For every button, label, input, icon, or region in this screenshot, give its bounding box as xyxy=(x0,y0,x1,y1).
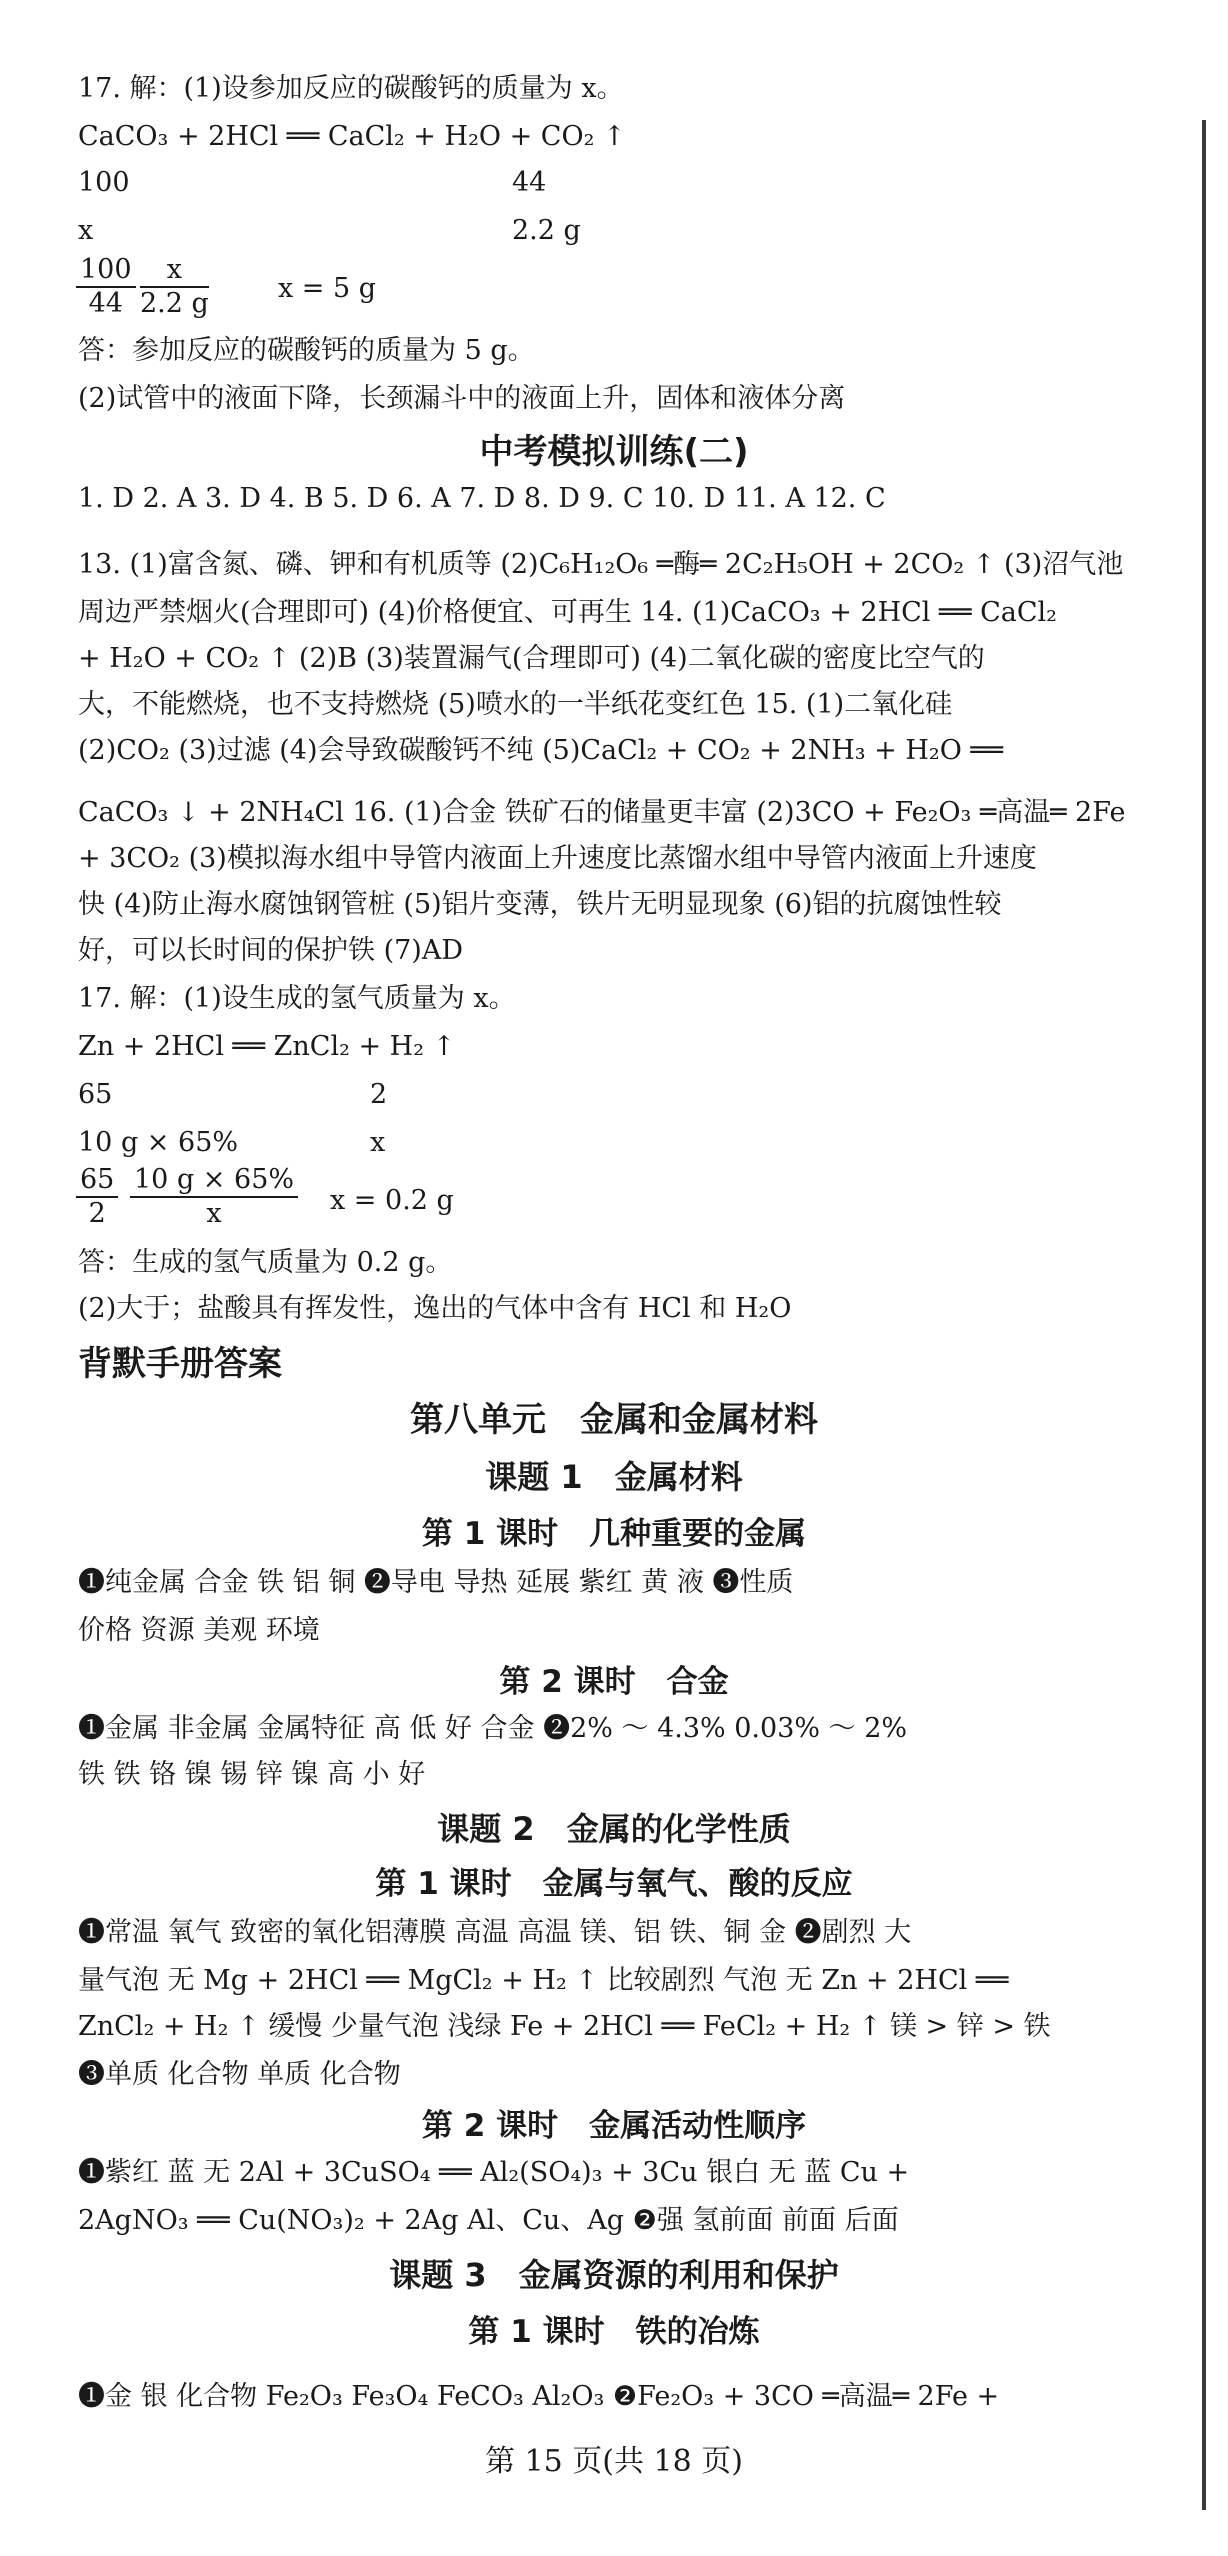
topic-3-heading: 课题 3 金属资源的利用和保护 xyxy=(389,2256,839,2294)
text-line: 44 xyxy=(512,167,547,198)
text-line: x xyxy=(370,1127,386,1158)
text-line: x xyxy=(78,215,94,246)
text-line: 周边严禁烟火(合理即可) (4)价格便宜、可再生 14. (1)CaCO₃ + 2HCl ══ CaCl₂ xyxy=(78,597,1057,628)
fraction-denominator: 44 xyxy=(88,288,123,319)
text-line: 好，可以长时间的保护铁 (7)AD xyxy=(78,935,463,966)
text-line: (2)试管中的液面下降，长颈漏斗中的液面上升，固体和液体分离 xyxy=(78,383,846,414)
text-line: ❸单质 化合物 单质 化合物 xyxy=(78,2059,401,2090)
fraction-numerator: x xyxy=(140,254,209,288)
topic-1-heading: 课题 1 金属材料 xyxy=(485,1458,743,1496)
text-line: Zn + 2HCl ══ ZnCl₂ + H₂ ↑ xyxy=(78,1031,456,1062)
text-line: 答：生成的氢气质量为 0.2 g。 xyxy=(78,1247,453,1278)
topic-2-heading: 课题 2 金属的化学性质 xyxy=(437,1810,791,1848)
text-line: 2AgNO₃ ══ Cu(NO₃)₂ + 2Ag Al、Cu、Ag ❷强 氢前面 前面 后面 xyxy=(78,2205,899,2236)
text-line: 100 xyxy=(78,167,130,198)
page-footer: 第 15 页(共 18 页) xyxy=(485,2444,743,2479)
handbook-heading: 背默手册答案 xyxy=(78,1344,282,1384)
text-line: 量气泡 无 Mg + 2HCl ══ MgCl₂ + H₂ ↑ 比较剧烈 气泡 无 Zn + 2HCl ══ xyxy=(78,1965,1009,1996)
text-line: + H₂O + CO₂ ↑ (2)B (3)装置漏气(合理即可) (4)二氧化碳的密度比空气的 xyxy=(78,643,985,674)
fraction-denominator: 2.2 g xyxy=(140,288,209,319)
fraction-numerator: 65 xyxy=(76,1164,118,1198)
binding-line xyxy=(1202,120,1206,2510)
text-line: CaCO₃ + 2HCl ══ CaCl₂ + H₂O + CO₂ ↑ xyxy=(78,121,626,152)
fraction-denominator: 2 xyxy=(88,1198,106,1229)
text-line: 10 g × 65% xyxy=(78,1127,239,1158)
topic-3-lesson-1-heading: 第 1 课时 铁的冶炼 xyxy=(468,2314,760,2350)
text-line: 1. D 2. A 3. D 4. B 5. D 6. A 7. D 8. D 9. C 10. D 11. A 12. C xyxy=(78,483,886,514)
text-line: (2)CO₂ (3)过滤 (4)会导致碳酸钙不纯 (5)CaCl₂ + CO₂ + 2NH₃ + H₂O ══ xyxy=(78,735,1003,766)
text-line: ❶紫红 蓝 无 2Al + 3CuSO₄ ══ Al₂(SO₄)₃ + 3Cu 银白 无 蓝 Cu + xyxy=(78,2157,910,2188)
mock-exam-heading: 中考模拟训练(二) xyxy=(479,432,749,472)
text-line: 大，不能燃烧，也不支持燃烧 (5)喷水的一半纸花变红色 15. (1)二氧化硅 xyxy=(78,689,953,720)
unit-heading: 第八单元 金属和金属材料 xyxy=(410,1400,818,1440)
fraction xyxy=(140,254,209,320)
text-line: + 3CO₂ (3)模拟海水组中导管内液面上升速度比蒸馏水组中导管内液面上升速度 xyxy=(78,843,1037,874)
text-line: x = 0.2 g xyxy=(330,1185,454,1216)
text-line: ❶常温 氧气 致密的氧化铝薄膜 高温 高温 镁、铝 铁、铜 金 ❷剧烈 大 xyxy=(78,1917,912,1948)
text-line: ❶金 银 化合物 Fe₂O₃ Fe₃O₄ FeCO₃ Al₂O₃ ❷Fe₂O₃ + 3CO ═高温═ 2Fe + xyxy=(78,2381,1000,2412)
text-line: 2.2 g xyxy=(512,215,581,246)
fraction xyxy=(76,1164,118,1230)
fraction xyxy=(76,254,136,320)
fraction-numerator: 100 xyxy=(76,254,136,288)
fraction-numerator: 10 g × 65% xyxy=(130,1164,298,1198)
text-line: 13. (1)富含氮、磷、钾和有机质等 (2)C₆H₁₂O₆ ═酶═ 2C₂H₅OH + 2CO₂ ↑ (3)沼气池 xyxy=(78,549,1124,580)
text-line: ❶金属 非金属 金属特征 高 低 好 合金 ❷2% ～ 4.3% 0.03% ～ 2% xyxy=(78,1713,908,1744)
topic-2-lesson-2-heading: 第 2 课时 金属活动性顺序 xyxy=(421,2108,807,2144)
text-line: CaCO₃ ↓ + 2NH₄Cl 16. (1)合金 铁矿石的储量更丰富 (2)3CO + Fe₂O₃ ═高温═ 2Fe xyxy=(78,797,1126,828)
text-line: 价格 资源 美观 环境 xyxy=(78,1615,320,1646)
fraction-denominator: x xyxy=(206,1198,222,1229)
fraction xyxy=(130,1164,298,1230)
text-line: ❶纯金属 合金 铁 铝 铜 ❷导电 导热 延展 紫红 黄 液 ❸性质 xyxy=(78,1567,794,1598)
topic-1-lesson-2-heading: 第 2 课时 合金 xyxy=(499,1664,729,1700)
text-line: 答：参加反应的碳酸钙的质量为 5 g。 xyxy=(78,335,535,366)
topic-1-lesson-1-heading: 第 1 课时 几种重要的金属 xyxy=(421,1516,807,1552)
text-line: 17. 解：(1)设参加反应的碳酸钙的质量为 x。 xyxy=(78,73,624,104)
text-line: 2 xyxy=(370,1079,388,1110)
text-line: 快 (4)防止海水腐蚀钢管桩 (5)铝片变薄，铁片无明显现象 (6)铝的抗腐蚀性较 xyxy=(78,889,1002,920)
text-line: 65 xyxy=(78,1079,113,1110)
topic-2-lesson-1-heading: 第 1 课时 金属与氧气、酸的反应 xyxy=(375,1866,853,1902)
text-line: x = 5 g xyxy=(278,273,377,304)
text-line: 17. 解：(1)设生成的氢气质量为 x。 xyxy=(78,983,516,1014)
text-line: ZnCl₂ + H₂ ↑ 缓慢 少量气泡 浅绿 Fe + 2HCl ══ FeCl₂ + H₂ ↑ 镁 > 锌 > 铁 xyxy=(78,2011,1051,2042)
text-line: 铁 铁 铬 镍 锡 锌 镍 高 小 好 xyxy=(78,1759,426,1790)
text-line: (2)大于；盐酸具有挥发性，逸出的气体中含有 HCl 和 H₂O xyxy=(78,1293,792,1324)
